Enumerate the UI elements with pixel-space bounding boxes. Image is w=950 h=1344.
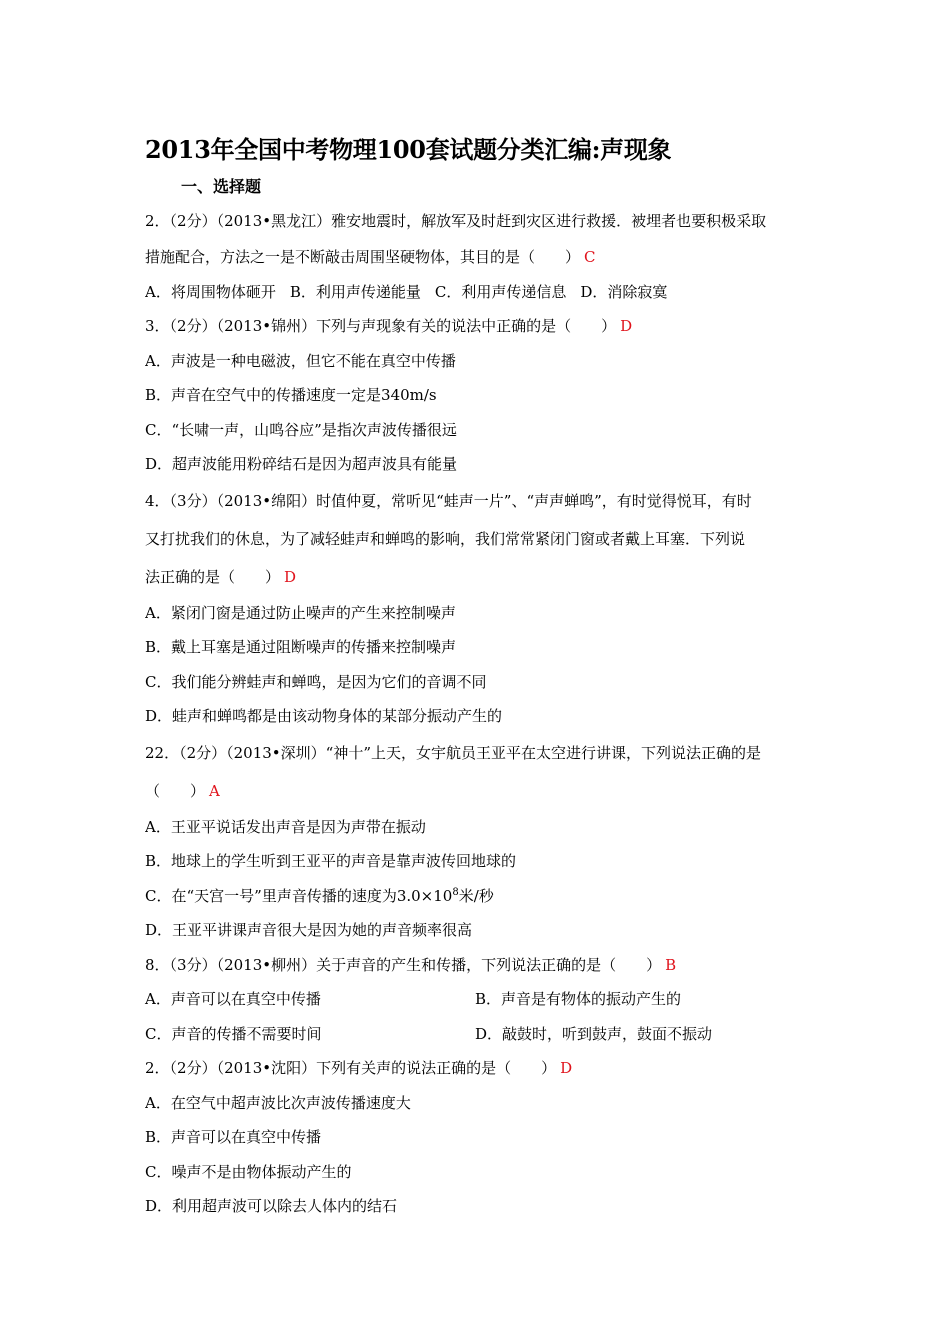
option-a: A．将周围物体砸开 xyxy=(145,282,276,301)
question-2 xyxy=(145,309,810,482)
section-heading: 一、选择题 xyxy=(181,177,262,196)
question-6 xyxy=(145,1051,810,1224)
option-a: A．紧闭门窗是通过防止噪声的产生来控制噪声 xyxy=(145,603,456,622)
stem-text: 2．（2分）（2013•沈阳）下列有关声的说法正确的是（ ） xyxy=(145,1059,557,1077)
question-stem-line: 22．（2分）（2013•深圳）“神十”上天，女宇航员王亚平在太空进行讲课，下列说法正确的是 xyxy=(145,743,761,762)
answer-key: C xyxy=(584,248,596,266)
answer-key: D xyxy=(560,1059,573,1077)
option-d: D．王亚平讲课声音很大是因为她的声音频率很高 xyxy=(145,921,473,939)
option-c xyxy=(145,879,810,914)
answer-key: D xyxy=(620,317,633,335)
question-3 xyxy=(145,482,810,734)
stem-text: 3．（2分）（2013•锦州）下列与声现象有关的说法中正确的是（ ） xyxy=(145,317,617,335)
answer-key: B xyxy=(665,955,677,974)
exponent: 8 xyxy=(452,886,459,898)
option-c: C．声音的传播不需要时间 xyxy=(145,1024,322,1043)
options-row xyxy=(145,1017,810,1052)
option-d: D．消除寂寞 xyxy=(580,282,668,301)
option-b: B．声音是有物体的振动产生的 xyxy=(475,990,682,1008)
document-page xyxy=(145,128,810,1224)
question-stem-line: 又打扰我们的休息，为了减轻蛙声和蝉鸣的影响，我们常常紧闭门窗或者戴上耳塞．下列说 xyxy=(145,529,746,548)
stem-text: 法正确的是（ ） xyxy=(145,567,281,586)
document-title: 2013年全国中考物理100套试题分类汇编:声现象 xyxy=(145,135,672,164)
option-d: D．敲鼓时，听到鼓声，鼓面不振动 xyxy=(475,1024,713,1043)
option-d: D．超声波能用粉碎结石是因为超声波具有能量 xyxy=(145,455,458,473)
option-c-text: C．在“天宫一号”里声音传播的速度为3.0×10 xyxy=(145,886,453,905)
option-c-unit: 米/秒 xyxy=(458,886,494,905)
question-stem-line: 4．（3分）（2013•绵阳）时值仲夏，常听见“蛙声一片”、“声声蝉鸣”，有时觉得悦耳，有时 xyxy=(145,491,752,510)
answer-key: D xyxy=(284,567,297,586)
option-b: B．地球上的学生听到王亚平的声音是靠声波传回地球的 xyxy=(145,852,517,870)
option-a: A．在空气中超声波比次声波传播速度大 xyxy=(145,1093,411,1112)
option-a: A．王亚平说话发出声音是因为声带在振动 xyxy=(145,817,426,836)
option-d: D．蛙声和蝉鸣都是由该动物身体的某部分振动产生的 xyxy=(145,707,503,725)
options-row xyxy=(145,982,810,1017)
option-c: C．我们能分辨蛙声和蝉鸣，是因为它们的音调不同 xyxy=(145,672,487,691)
option-a: A．声波是一种电磁波，但它不能在真空中传播 xyxy=(145,351,456,370)
question-5 xyxy=(145,948,810,1052)
question-stem-line xyxy=(145,240,810,275)
stem-text: 8．（3分）（2013•柳州）关于声音的产生和传播，下列说法正确的是（ ） xyxy=(145,955,662,974)
question-stem-line: 2．（2分）（2013•黑龙江）雅安地震时，解放军及时赶到灾区进行救援．被埋者也要积极采取 xyxy=(145,212,767,230)
option-b: B．声音在空气中的传播速度一定是340m/s xyxy=(145,386,437,404)
option-c: C．噪声不是由物体振动产生的 xyxy=(145,1162,352,1181)
option-a: A．声音可以在真空中传播 xyxy=(145,990,321,1008)
option-c: C．“长啸一声，山鸣谷应”是指次声波传播很远 xyxy=(145,420,457,439)
question-1 xyxy=(145,202,810,309)
options-row xyxy=(145,275,810,310)
question-stem-line xyxy=(145,948,810,983)
stem-text: （ ） xyxy=(145,781,206,800)
option-b: B．声音可以在真空中传播 xyxy=(145,1128,322,1146)
option-b: B．戴上耳塞是通过阻断噪声的传播来控制噪声 xyxy=(145,638,457,656)
option-d: D．利用超声波可以除去人体内的结石 xyxy=(145,1197,398,1215)
question-stem-line xyxy=(145,1051,810,1086)
option-c: C．利用声传递信息 xyxy=(434,282,567,301)
question-stem-line xyxy=(145,558,810,596)
stem-text: 措施配合，方法之一是不断敲击周围坚硬物体，其目的是（ ） xyxy=(145,248,581,266)
option-b: B．利用声传递能量 xyxy=(289,282,421,301)
question-4 xyxy=(145,734,810,948)
question-stem-line xyxy=(145,309,810,344)
answer-key: A xyxy=(209,781,220,800)
question-stem-line xyxy=(145,772,810,810)
